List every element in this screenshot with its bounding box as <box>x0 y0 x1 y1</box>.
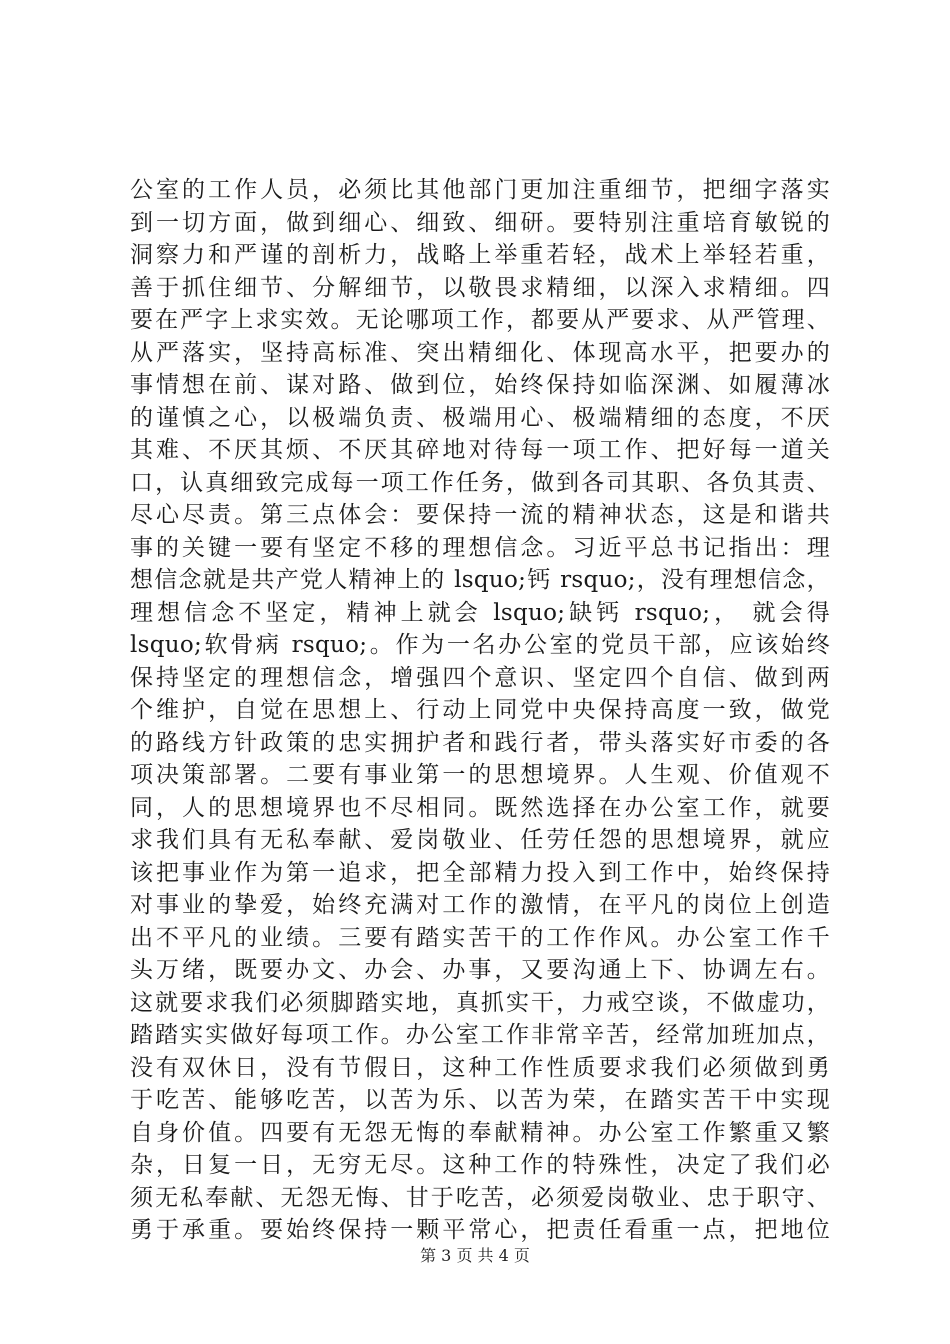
text-line: 到一切方面，做到细心、细致、细研。要特别注重培育敏锐的 <box>130 209 830 236</box>
text-line: 对事业的挚爱，始终充满对工作的激情，在平凡的岗位上创造 <box>130 892 830 918</box>
text-line: 同，人的思想境界也不尽相同。既然选择在办公室工作，就要 <box>130 794 830 821</box>
text-line: 该把事业作为第一追求，把全部精力投入到工作中，始终保持 <box>130 859 830 886</box>
text-line: 事情想在前、谋对路、做到位，始终保持如临深渊、如履薄冰 <box>130 372 830 398</box>
text-line: 保持坚定的理想信念，增强四个意识、坚定四个自信、做到两 <box>130 664 830 691</box>
text-line: 头万绪，既要办文、办会、办事，又要沟通上下、协调左右。 <box>130 957 830 983</box>
text-line: 个维护，自觉在思想上、行动上同党中央保持高度一致，做党 <box>130 697 830 723</box>
text-line: 须无私奉献、无怨无悔、甘于吃苦，必须爱岗敬业、忠于职守、 <box>130 1184 830 1211</box>
text-line: 尽心尽责。第三点体会：要保持一流的精神状态，这是和谐共 <box>130 502 830 528</box>
text-line: 公室的工作人员，必须比其他部门更加注重细节，把细字落实 <box>130 177 830 203</box>
text-line: 自身价值。四要有无怨无悔的奉献精神。办公室工作繁重又繁 <box>130 1119 830 1146</box>
text-line: 出不平凡的业绩。三要有踏实苦干的工作作风。办公室工作千 <box>130 924 830 951</box>
text-line: lsquo;软骨病 rsquo;。作为一名办公室的党员干部，应该始终 <box>130 632 830 658</box>
text-line: 没有双休日，没有节假日，这种工作性质要求我们必须做到勇 <box>130 1054 830 1081</box>
text-line: 杂，日复一日，无穷无尽。这种工作的特殊性，决定了我们必 <box>130 1152 830 1178</box>
text-line: 要在严字上求实效。无论哪项工作，都要从严要求、从严管理、 <box>130 307 830 333</box>
text-line: 这就要求我们必须脚踏实地，真抓实干，力戒空谈，不做虚功， <box>130 989 830 1016</box>
page-footer: 第 3 页 共 4 页 <box>420 1246 530 1265</box>
text-line: 于吃苦、能够吃苦，以苦为乐、以苦为荣，在踏实苦干中实现 <box>130 1087 830 1113</box>
text-line: 善于抓住细节、分解细节，以敬畏求精细，以深入求精细。四 <box>130 274 830 301</box>
text-line: 的路线方针政策的忠实拥护者和践行者，带头落实好市委的各 <box>130 729 830 756</box>
text-line: 踏踏实实做好每项工作。办公室工作非常辛苦，经常加班加点， <box>130 1022 830 1048</box>
text-line: 项决策部署。二要有事业第一的思想境界。人生观、价值观不 <box>130 762 830 788</box>
text-line: 洞察力和严谨的剖析力，战略上举重若轻，战术上举轻若重， <box>130 242 830 268</box>
text-line: 口，认真细致完成每一项工作任务，做到各司其职、各负其责、 <box>130 469 830 496</box>
text-line: 勇于承重。要始终保持一颗平常心，把责任看重一点，把地位 <box>130 1217 830 1243</box>
text-line: 从严落实，坚持高标准、突出精细化、体现高水平，把要办的 <box>130 339 830 366</box>
text-line: 的谨慎之心，以极端负责、极端用心、极端精细的态度，不厌 <box>130 404 830 431</box>
body-text <box>130 174 830 1247</box>
text-line: 理想信念不坚定，精神上就会 lsquo;缺钙 rsquo;， 就会得 <box>130 599 830 626</box>
text-line: 事的关键一要有坚定不移的理想信念。习近平总书记指出：理 <box>130 534 830 561</box>
text-line: 其难、不厌其烦、不厌其碎地对待每一项工作、把好每一道关 <box>130 437 830 463</box>
text-line: 求我们具有无私奉献、爱岗敬业、任劳任怨的思想境界，就应 <box>130 827 830 853</box>
text-line: 想信念就是共产党人精神上的 lsquo;钙 rsquo;，没有理想信念， <box>130 567 830 593</box>
